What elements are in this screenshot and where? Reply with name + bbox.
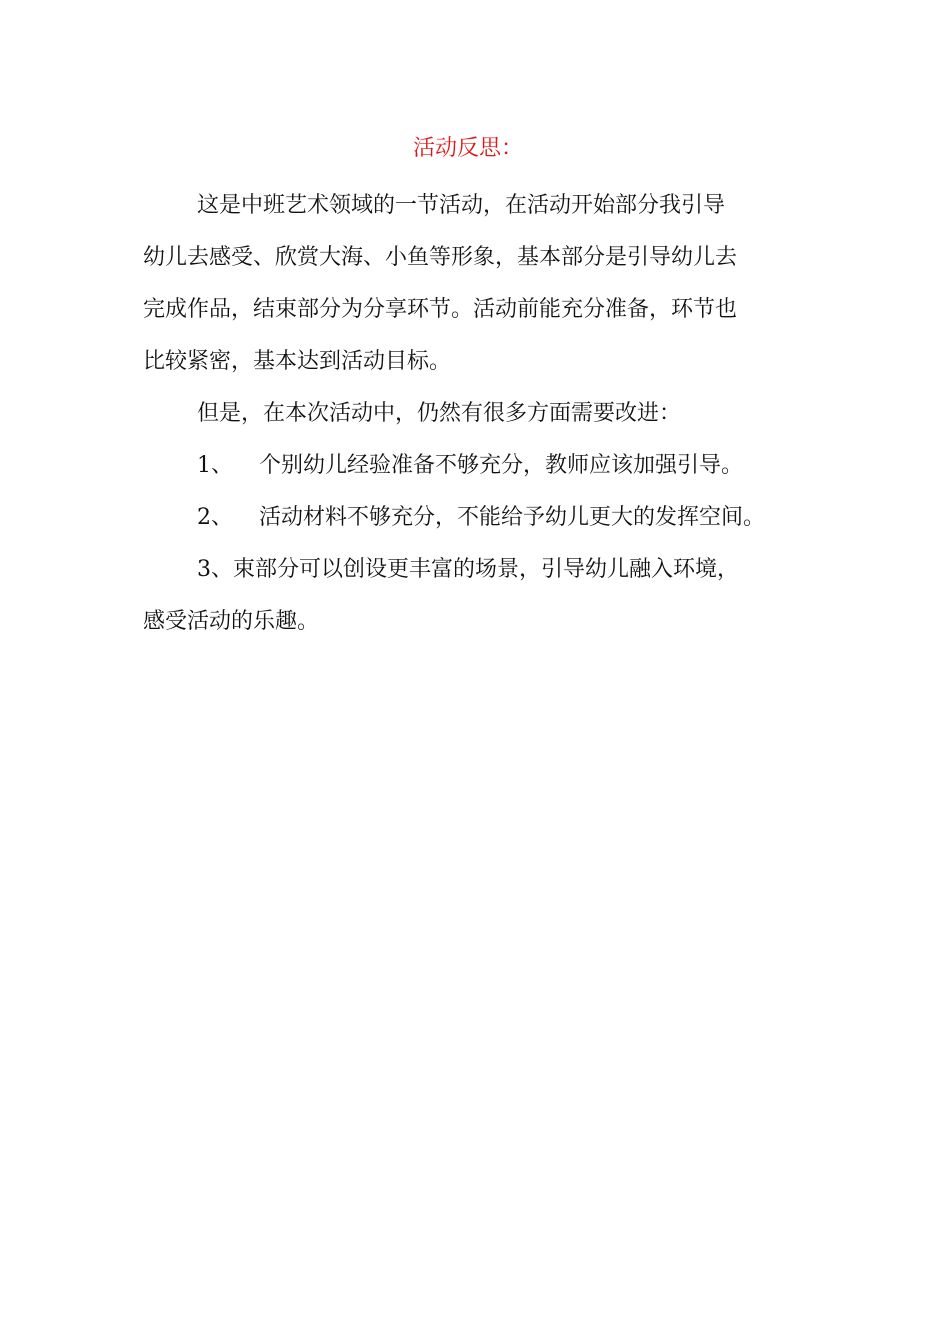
list-item <box>143 492 833 544</box>
list-item <box>143 440 833 492</box>
list-item-number: 1、 <box>197 453 233 478</box>
list-item-text: 个别幼儿经验准备不够充分，教师应该加强引导。 <box>259 453 744 478</box>
list-item-number: 2、 <box>197 505 233 530</box>
paragraph-line: 比较紧密，基本达到活动目标。 <box>143 349 452 374</box>
paragraph-line: 感受活动的乐趣。 <box>143 609 320 634</box>
list-item-text: 活动材料不够充分，不能给予幼儿更大的发挥空间。 <box>259 505 766 530</box>
paragraph-line: 幼儿去感受、欣赏大海、小鱼等形象，基本部分是引导幼儿去 <box>143 245 738 270</box>
document-body <box>143 180 833 648</box>
paragraph-line: 这是中班艺术领域的一节活动，在活动开始部分我引导 <box>197 193 726 218</box>
paragraph-line: 3、束部分可以创设更丰富的场景，引导幼儿融入环境， <box>197 557 739 582</box>
document-title: 活动反思： <box>412 136 523 161</box>
paragraph-summary <box>143 180 833 388</box>
paragraph-line: 完成作品，结束部分为分享环节。活动前能充分准备，环节也 <box>143 297 738 322</box>
paragraph-improvements-intro: 但是，在本次活动中，仍然有很多方面需要改进： <box>197 401 682 426</box>
paragraph-item-three <box>143 544 833 648</box>
